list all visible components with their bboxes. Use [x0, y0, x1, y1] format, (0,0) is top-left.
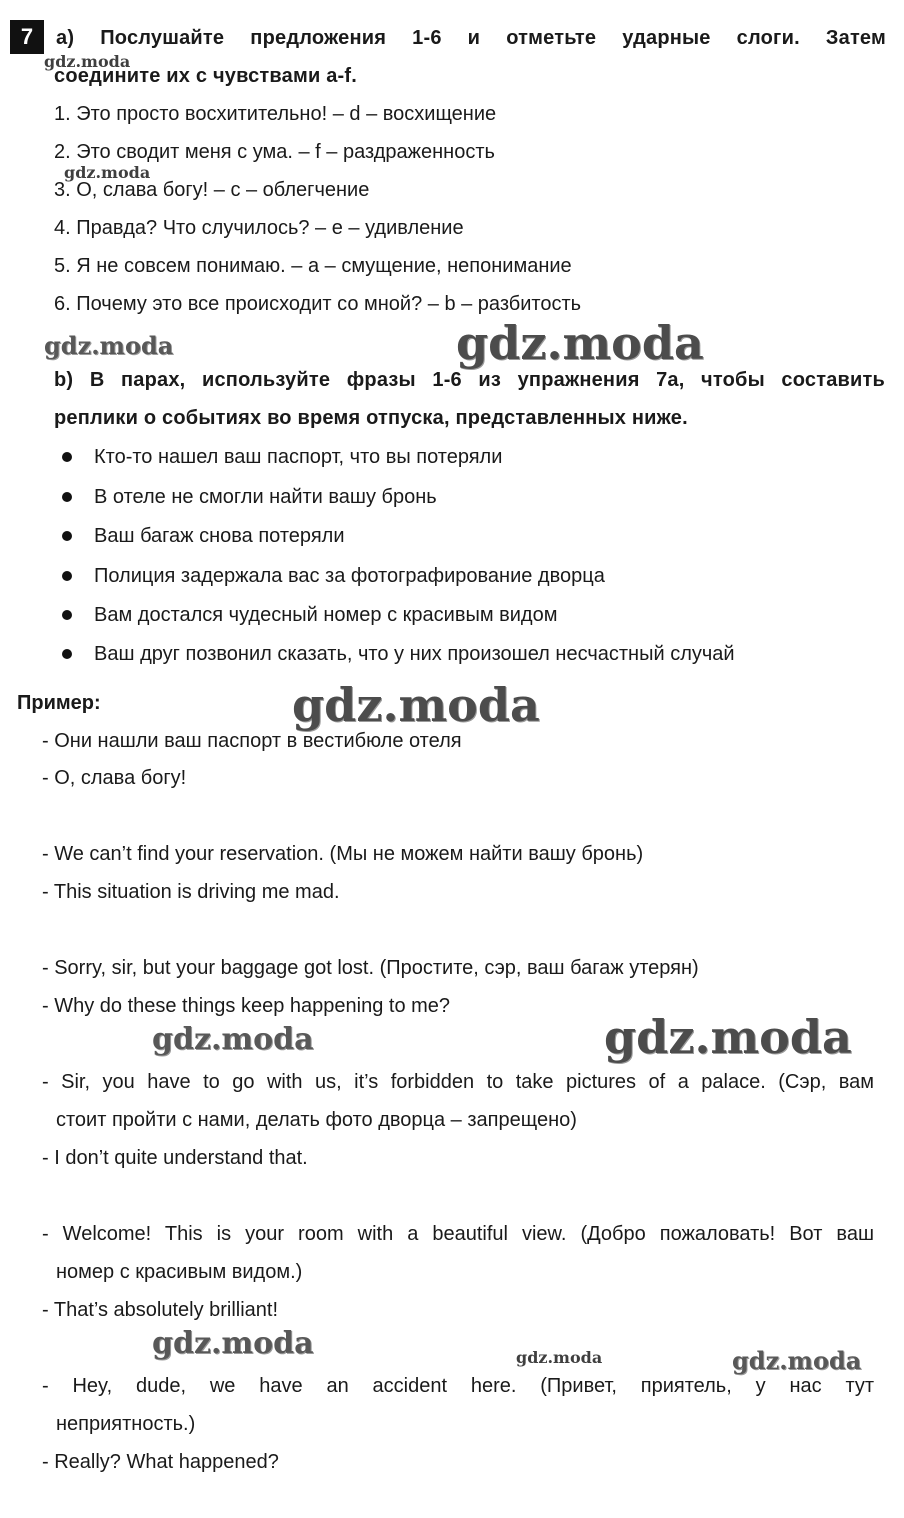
bullet-icon	[62, 571, 72, 581]
watermark: gdz.moda	[604, 1010, 852, 1064]
numbered-item-3: 3. О, слава богу! – с – облегчение	[54, 179, 370, 201]
dialogue-3-line-1-cont: стоит пройти с нами, делать фото дворца – запрещено)	[56, 1109, 577, 1131]
watermark: gdz.moda	[64, 163, 151, 182]
dialogue-1-line-2: - This situation is driving me mad.	[42, 881, 340, 903]
numbered-item-5: 5. Я не совсем понимаю. – а – смущение, непонимание	[54, 255, 572, 277]
bullet-item-1: Кто-то нашел ваш паспорт, что вы потеряли	[94, 446, 503, 468]
dialogue-5-line-1-cont: неприятность.)	[56, 1413, 196, 1435]
dialogue-2-line-2: - Why do these things keep happening to me?	[42, 995, 451, 1017]
dialogue-2-line-1: - Sorry, sir, but your baggage got lost. (Простите, сэр, ваш багаж утерян)	[42, 957, 699, 979]
bullet-item-2: В отеле не смогли найти вашу бронь	[94, 486, 437, 508]
watermark: gdz.moda	[292, 678, 540, 732]
watermark: gdz.moda	[732, 1346, 862, 1375]
example-label: Пример:	[17, 692, 101, 714]
dialogue-4-line-2: - That’s absolutely brilliant!	[42, 1299, 279, 1321]
part-b-heading-line1: b) В парах, используйте фразы 1-6 из упражнения 7a, чтобы составить	[54, 369, 885, 391]
bullet-icon	[62, 492, 72, 502]
example-line-2: - О, слава богу!	[42, 767, 187, 789]
bullet-item-5: Вам достался чудесный номер с красивым видом	[94, 604, 558, 626]
bullet-item-4: Полиция задержала вас за фотографирование дворца	[94, 565, 605, 587]
bullet-icon	[62, 452, 72, 462]
dialogue-4	[42, 1215, 874, 1329]
watermark: gdz.moda	[152, 1022, 314, 1057]
dialogue-3-line-2: - I don’t quite understand that.	[42, 1147, 308, 1169]
watermark: gdz.moda	[152, 1326, 314, 1361]
bullet-item-3: Ваш багаж снова потеряли	[94, 525, 345, 547]
watermark: gdz.moda	[516, 1348, 603, 1367]
watermark: gdz.moda	[44, 52, 131, 71]
dialogue-5	[42, 1367, 874, 1481]
numbered-item-6: 6. Почему это все происходит со мной? – b – разбитость	[54, 293, 582, 315]
numbered-item-2: 2. Это сводит меня с ума. – f – раздраженность	[54, 141, 495, 163]
part-a-heading-line2: соедините их с чувствами a-f.	[54, 65, 358, 87]
dialogue-4-line-1: - Welcome! This is your room with a beautiful view. (Добро пожаловать! Вот ваш	[42, 1223, 874, 1245]
dialogue-3-line-1: - Sir, you have to go with us, it’s forbidden to take pictures of a palace. (Сэр, вам	[42, 1071, 874, 1093]
watermark: gdz.moda	[456, 316, 704, 370]
dialogue-5-line-2: - Really? What happened?	[42, 1451, 279, 1473]
dialogue-4-line-1-cont: номер с красивым видом.)	[56, 1261, 303, 1283]
part-a-heading-line1: a) Послушайте предложения 1-6 и отметьте ударные слоги. Затем	[56, 27, 886, 49]
numbered-item-1: 1. Это просто восхитительно! – d – восхищение	[54, 103, 497, 125]
watermark: gdz.moda	[44, 331, 174, 360]
dialogue-5-line-1: - Hey, dude, we have an accident here. (Привет, приятель, у нас тут	[42, 1375, 874, 1397]
dialogue-1-line-1: - We can’t find your reservation. (Мы не можем найти вашу бронь)	[42, 843, 644, 865]
dialogue-3	[42, 1063, 874, 1177]
bullet-item-6: Ваш друг позвонил сказать, что у них произошел несчастный случай	[94, 643, 735, 665]
example-line-1: - Они нашли ваш паспорт в вестибюле отеля	[42, 730, 462, 752]
numbered-item-4: 4. Правда? Что случилось? – е – удивление	[54, 217, 464, 239]
bullet-icon	[62, 531, 72, 541]
part-b-heading-line2: реплики о событиях во время отпуска, представленных ниже.	[54, 407, 688, 429]
bullet-icon	[62, 610, 72, 620]
exercise-number: 7	[10, 20, 44, 54]
bullet-icon	[62, 649, 72, 659]
